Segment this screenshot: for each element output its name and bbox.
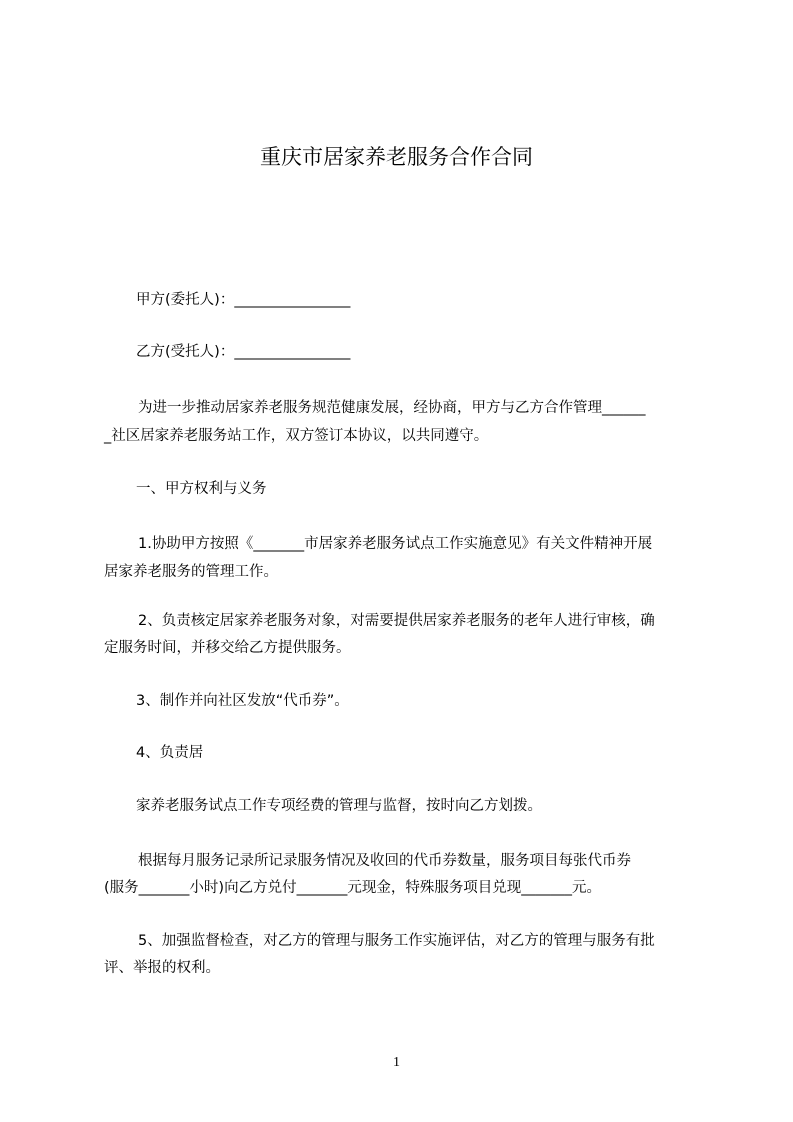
item-4: 4、负责居: [136, 745, 204, 761]
section-heading: 一、甲方权利与义务: [136, 481, 267, 497]
item-2-line-1: 2、负责核定居家养老服务对象，对需要提供居家养老服务的老年人进行审核，确: [138, 613, 655, 629]
page-number: 1: [393, 1055, 400, 1070]
item-5-line-1: 5、加强监督检查，对乙方的管理与服务工作实施评估，对乙方的管理与服务有批: [138, 933, 655, 949]
item-2-line-2: 定服务时间，并移交给乙方提供服务。: [104, 640, 351, 656]
item-1-line-1: 1.协助甲方按照《_______市居家养老服务试点工作实施意见》有关文件精神开展: [138, 536, 653, 552]
intro-line-2: _社区居家养老服务站工作，双方签订本协议，以共同遵守。: [104, 428, 489, 444]
item-1-line-2: 居家养老服务的管理工作。: [104, 564, 278, 580]
document-title: 重庆市居家养老服务合作合同: [260, 145, 533, 169]
item-5-line-2: 评、举报的权利。: [104, 960, 220, 976]
item-3: 3、制作并向社区发放“代币券”。: [136, 693, 349, 709]
party-b-line: 乙方(受托人)：________________: [136, 344, 351, 360]
item-4-detail-line-2: (服务_______小时)向乙方兑付_______元现金，特殊服务项目兑现_______元。: [104, 880, 602, 896]
party-a-line: 甲方(委托人)：________________: [136, 292, 351, 308]
intro-line-1: 为进一步推动居家养老服务规范健康发展，经协商，甲方与乙方合作管理______: [138, 400, 646, 416]
item-4-continued: 家养老服务试点工作专项经费的管理与监督，按时向乙方划拨。: [136, 798, 542, 814]
item-4-detail-line-1: 根据每月服务记录所记录服务情况及收回的代币券数量，服务项目每张代币券: [138, 853, 631, 869]
